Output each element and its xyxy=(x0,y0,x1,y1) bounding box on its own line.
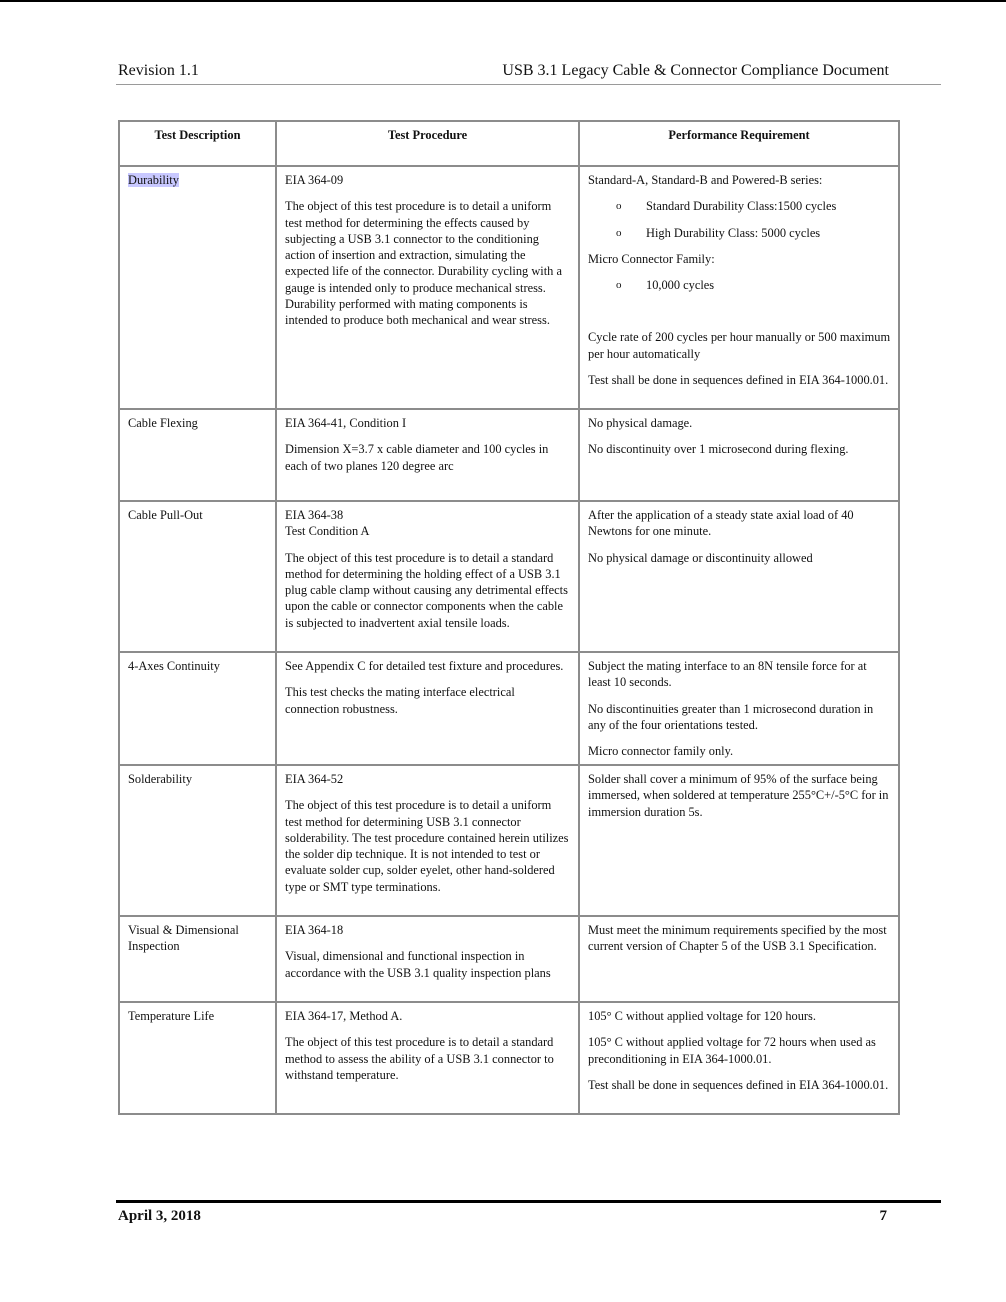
page-footer xyxy=(116,1200,941,1224)
requirement-text: Subject the mating interface to an 8N tensile force for at least 10 seconds. xyxy=(588,659,867,690)
requirement-text: Solder shall cover a minimum of 95% of the surface being immersed, when soldered at temperature 255°C+/-5°C for in immersion duration 5s. xyxy=(588,772,889,819)
page-number: 7 xyxy=(879,1208,887,1224)
procedure-reference: EIA 364-41, Condition I xyxy=(285,416,407,430)
test-description-cell xyxy=(119,916,276,1002)
revision-label: Revision 1.1 xyxy=(118,62,199,79)
procedure-condition: Test Condition A xyxy=(285,524,370,539)
procedure-text: The object of this test procedure is to detail a uniform test method for determining USB 3.1 connector solderability. The test procedure contained herein utilizes the solder dip technique. It is not intended to test or evaluate solder cup, solder eyelet, other hand-soldered type or SMT type terminations. xyxy=(285,798,569,894)
test-description-text: Cable Pull-Out xyxy=(128,508,203,522)
requirement-text: No discontinuities greater than 1 microsecond duration in any of the four orientations tested. xyxy=(588,701,874,732)
bullet-circle-icon: o xyxy=(616,226,622,239)
bullet-item xyxy=(588,225,891,241)
bullet-text: 10,000 cycles xyxy=(646,278,715,293)
procedure-text: The object of this test procedure is to detail a standard method for determining the holding effect of a USB 3.1 plug cable clamp without causing any detrimental effects upon the cable or connector components when the cable is subjected to inadvertent axial tensile loads. xyxy=(285,550,568,630)
requirement-intro: Standard-A, Standard-B and Powered-B series: xyxy=(588,173,823,187)
procedure-reference: See Appendix C for detailed test fixture and procedures. xyxy=(285,659,564,673)
selected-text-durability[interactable]: Durability xyxy=(128,173,179,187)
procedure-text: Dimension X=3.7 x cable diameter and 100 cycles in each of two planes 120 degree arc xyxy=(285,442,549,473)
test-description-text: Solderability xyxy=(128,772,193,786)
bullet-circle-icon: o xyxy=(616,200,622,213)
table-row-durability xyxy=(119,166,899,409)
table-row-solderability xyxy=(119,765,899,916)
requirement-sequence: Test shall be done in sequences defined in EIA 364-1000.01. xyxy=(588,373,889,388)
test-procedure-cell xyxy=(276,501,579,652)
requirement-text: No discontinuity over 1 microsecond during flexing. xyxy=(588,442,849,457)
bullet-text: High Durability Class: 5000 cycles xyxy=(646,225,821,240)
procedure-reference: EIA 364-18 xyxy=(285,923,344,937)
procedure-reference: EIA 364-09 xyxy=(285,173,344,187)
test-description-text: Cable Flexing xyxy=(128,416,198,430)
test-description-text: 4-Axes Continuity xyxy=(128,659,220,673)
test-description-cell xyxy=(119,409,276,501)
footer-date: April 3, 2018 xyxy=(118,1208,201,1224)
column-header-test-description: Test Description xyxy=(119,121,276,166)
requirement-cycle-rate: Cycle rate of 200 cycles per hour manually or 500 maximum per hour automatically xyxy=(588,330,891,361)
test-procedure-cell xyxy=(276,765,579,916)
table-row-4-axes-continuity xyxy=(119,652,899,765)
performance-requirement-cell xyxy=(579,652,899,765)
test-description-text: Temperature Life xyxy=(128,1009,215,1023)
performance-requirement-cell xyxy=(579,409,899,501)
procedure-text: This test checks the mating interface electrical connection robustness. xyxy=(285,685,515,716)
test-procedure-cell xyxy=(276,409,579,501)
bullet-item xyxy=(588,277,891,293)
test-procedure-cell xyxy=(276,916,579,1002)
test-description-cell xyxy=(119,765,276,916)
procedure-text: The object of this test procedure is to detail a standard method to assess the ability of a USB 3.1 connector to withstand temperature. xyxy=(285,1035,554,1082)
table-header-row xyxy=(119,121,899,166)
document-title: USB 3.1 Legacy Cable & Connector Compliance Document xyxy=(502,62,889,79)
performance-requirement-cell xyxy=(579,916,899,1002)
requirement-text: 105° C without applied voltage for 72 hours when used as preconditioning in EIA 364-1000.01. xyxy=(588,1035,876,1066)
test-description-cell xyxy=(119,1002,276,1114)
performance-requirement-cell xyxy=(579,1002,899,1114)
performance-requirement-cell xyxy=(579,501,899,652)
procedure-reference: EIA 364-17, Method A. xyxy=(285,1009,403,1023)
performance-requirement-cell xyxy=(579,166,899,409)
test-procedure-cell xyxy=(276,652,579,765)
performance-requirement-cell xyxy=(579,765,899,916)
bullet-text: Standard Durability Class:1500 cycles xyxy=(646,199,837,214)
test-description-cell xyxy=(119,652,276,765)
test-procedure-cell xyxy=(276,1002,579,1114)
requirement-text: Must meet the minimum requirements specified by the most current version of Chapter 5 of the USB 3.1 Specification. xyxy=(588,923,887,954)
bullet-item xyxy=(588,198,891,214)
procedure-text: The object of this test procedure is to detail a uniform test method for determining the effects caused by subjecting a USB 3.1 connector to the conditioning action of insertion and extraction, simulating the expected life of the connector. Durability cycling with a gauge is intended only to produce mechanical stress. Durability performed with mating components is intended to produce both mechanical and wear stress. xyxy=(285,199,562,328)
requirement-text: After the application of a steady state axial load of 40 Newtons for one minute. xyxy=(588,508,854,539)
table-row-temperature-life xyxy=(119,1002,899,1114)
table-row-cable-flexing xyxy=(119,409,899,501)
requirement-text: No physical damage. xyxy=(588,416,693,430)
page-header xyxy=(116,60,941,85)
table-row-visual-dimensional-inspection xyxy=(119,916,899,1002)
procedure-reference: EIA 364-38 xyxy=(285,508,344,522)
column-header-performance-requirement: Performance Requirement xyxy=(579,121,899,166)
compliance-test-table xyxy=(118,120,900,1115)
requirement-text: Micro connector family only. xyxy=(588,744,734,759)
procedure-reference: EIA 364-52 xyxy=(285,772,344,786)
requirement-text: 105° C without applied voltage for 120 hours. xyxy=(588,1009,816,1023)
table-row-cable-pull-out xyxy=(119,501,899,652)
bullet-circle-icon: o xyxy=(616,279,622,292)
column-header-test-procedure: Test Procedure xyxy=(276,121,579,166)
test-description-cell xyxy=(119,166,276,409)
requirement-micro-family: Micro Connector Family: xyxy=(588,251,715,266)
requirement-text: No physical damage or discontinuity allowed xyxy=(588,550,813,565)
test-procedure-cell xyxy=(276,166,579,409)
test-description-cell xyxy=(119,501,276,652)
procedure-text: Visual, dimensional and functional inspection in accordance with the USB 3.1 quality inspection plans xyxy=(285,949,551,980)
test-description-text: Visual & Dimensional Inspection xyxy=(128,923,239,954)
requirement-text: Test shall be done in sequences defined in EIA 364-1000.01. xyxy=(588,1077,889,1092)
